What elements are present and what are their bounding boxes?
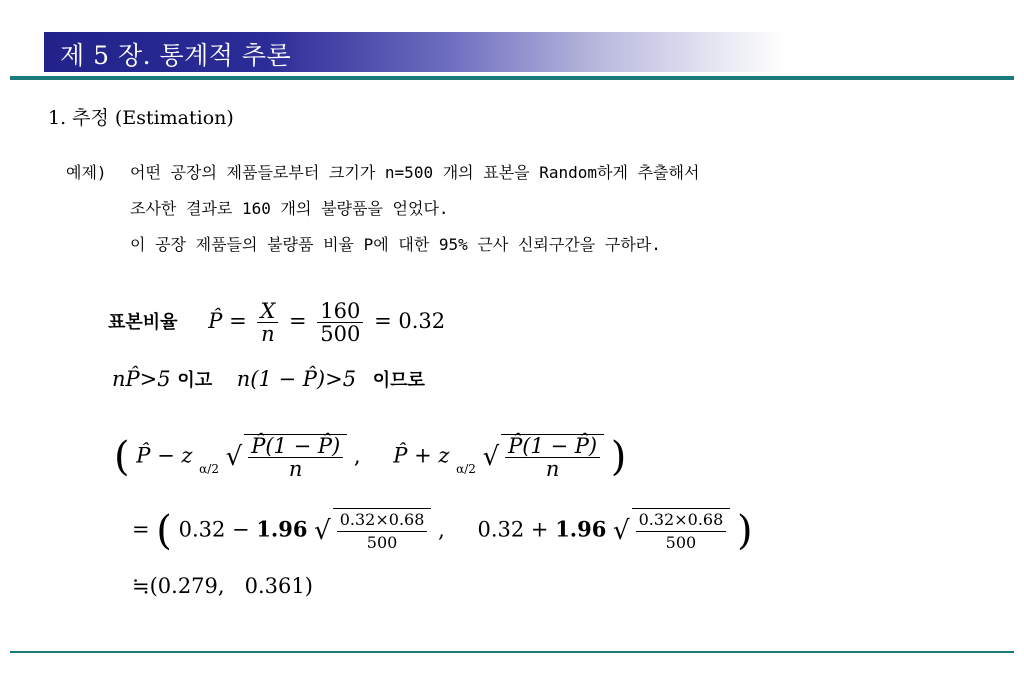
condition-and: 이고: [177, 370, 213, 391]
interval-result: ≒(0.279, 0.361): [132, 574, 313, 598]
interval-formula: ( P̂ − z α/2 √ $\frac{P̂(1 - P̂)}{n}$ , P̂ + z α/2 √ $\frac{P̂(1 - P̂)}{n}$ ): [114, 434, 627, 481]
p-hat: P̂: [208, 309, 223, 333]
condition-therefore: 이므로: [372, 370, 425, 391]
ratio-result: 0.32: [398, 309, 446, 333]
160-over-500: $\frac{160}{500}$: [317, 300, 363, 345]
sample-ratio-equation: 표본비율 P̂ = $\frac{X}{n}$ = $\frac{160}{500}$ = 0.32: [108, 299, 446, 346]
title-bar: [44, 32, 784, 72]
condition-a: nP̂>5: [112, 367, 171, 391]
interval-substitution: = ( 0.32 − 1.96 √ $\frac{0.32\times 0.68}{500}$ , 0.32 + 1.96 √ $\frac{0.32\times 0.68}{500}$ ): [132, 508, 753, 554]
example-line-1: 어떤 공장의 제품들로부터 크기가 n=500 개의 표본을 Random하게 추출해서: [130, 163, 700, 182]
example-label: 예제): [66, 163, 107, 182]
condition-b: n(1 − P̂)>5: [236, 367, 357, 391]
ratio-label: 표본비율: [108, 312, 178, 333]
top-divider: [10, 76, 1014, 80]
x-over-n: $\frac{X}{n}$: [257, 300, 278, 345]
section-heading: 1. 추정 (Estimation): [48, 107, 234, 129]
page-title: 제 5 장. 통계적 추론: [60, 41, 292, 70]
conditions-line: [112, 366, 425, 392]
bottom-divider: [10, 651, 1014, 653]
example-line-3: 이 공장 제품들의 불량품 비율 P에 대한 95% 근사 신뢰구간을 구하라.: [130, 235, 661, 254]
example-line-2: 조사한 결과로 160 개의 불량품을 얻었다.: [130, 199, 449, 218]
